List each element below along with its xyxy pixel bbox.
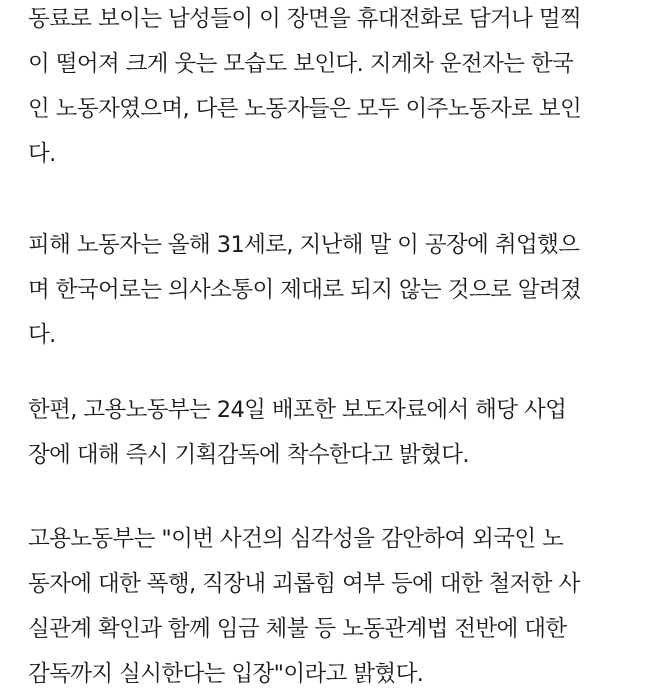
article-paragraph [28,0,581,177]
text-line: 동자에 대한 폭행, 직장내 괴롭힘 여부 등에 대한 철저한 사 [28,571,580,597]
text-line: 한편, 고용노동부는 24일 배포한 보도자료에서 해당 사업 [28,397,567,423]
text-line: 장에 대해 즉시 기획감독에 착수한다고 밝혔다. [28,442,469,468]
text-line: 감독까지 실시한다는 입장"이라고 밝혔다. [28,661,424,687]
text-line: 피해 노동자는 올해 31세로, 지난해 말 이 공장에 취업했으 [28,232,580,258]
text-line: 실관계 확인과 함께 임금 체불 등 노동관계법 전반에 대한 [28,616,567,642]
text-line: 다. [28,141,56,167]
text-line: 며 한국어로는 의사소통이 제대로 되지 않는 것으로 알려졌 [28,277,582,303]
text-line: 고용노동부는 "이번 사건의 심각성을 감안하여 외국인 노 [28,526,564,552]
text-line: 다. [28,322,56,348]
text-line: 동료로 보이는 남성들이 이 장면을 휴대전화로 담거나 멀찍 [28,6,582,32]
text-line: 이 떨어져 크게 웃는 모습도 보인다. 지게차 운전자는 한국 [28,51,574,77]
article-paragraph [28,223,581,358]
text-line: 인 노동자였으며, 다른 노동자들은 모두 이주노동자로 보인 [28,96,582,122]
article-paragraph [28,517,580,697]
article-paragraph [28,388,566,478]
